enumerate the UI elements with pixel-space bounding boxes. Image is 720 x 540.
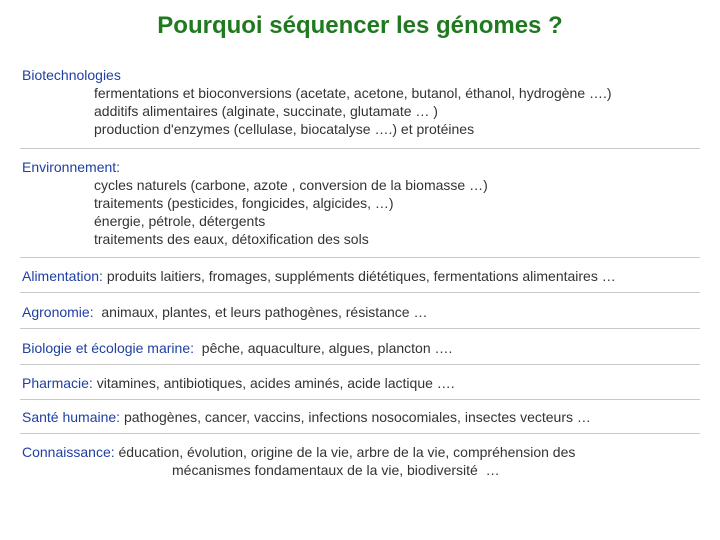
list-item: traitements (pesticides, fongicides, algicides, …)	[94, 195, 394, 211]
category-text: animaux, plantes, et leurs pathogènes, résistance …	[93, 304, 428, 320]
section-sante-humaine	[22, 408, 591, 426]
list-item: production d'enzymes (cellulase, biocatalyse ….) et protéines	[94, 121, 475, 137]
list-item: additifs alimentaires (alginate, succinate, glutamate … )	[94, 103, 438, 119]
category-text: vitamines, antibiotiques, acides aminés, acide lactique ….	[92, 375, 455, 391]
category-text: pathogènes, cancer, vaccins, infections nosocomiales, insectes vecteurs …	[120, 409, 591, 425]
list-item: fermentations et bioconversions (acetate, acetone, butanol, éthanol, hydrogène ….)	[94, 85, 612, 101]
page-title: Pourquoi séquencer les génomes ?	[157, 12, 563, 39]
divider	[20, 399, 700, 400]
category-label: Pharmacie:	[22, 375, 93, 391]
section-agronomie	[22, 303, 427, 321]
category-label: Santé humaine:	[22, 409, 121, 425]
category-label: Agronomie:	[22, 304, 94, 320]
section-alimentation	[22, 267, 616, 285]
category-label: Biologie et écologie marine:	[22, 340, 194, 356]
divider	[20, 148, 700, 149]
category-text-continuation: mécanismes fondamentaux de la vie, biodiversité …	[172, 462, 500, 478]
divider	[20, 433, 700, 434]
section-pharmacie	[22, 374, 455, 392]
section-biotechnologies	[22, 66, 612, 138]
category-label: Biotechnologies	[22, 67, 121, 83]
category-text: éducation, évolution, origine de la vie, arbre de la vie, compréhension des	[114, 444, 576, 460]
divider	[20, 292, 700, 293]
category-text: pêche, aquaculture, algues, plancton ….	[194, 340, 453, 356]
category-text: produits laitiers, fromages, suppléments diététiques, fermentations alimentaires …	[102, 268, 616, 284]
section-environnement	[22, 158, 488, 248]
category-label: Environnement:	[22, 159, 121, 175]
category-label: Connaissance:	[22, 444, 115, 460]
list-item: énergie, pétrole, détergents	[94, 213, 266, 229]
list-item: cycles naturels (carbone, azote , conversion de la biomasse …)	[94, 177, 488, 193]
list-item: traitements des eaux, détoxification des sols	[94, 231, 369, 247]
divider	[20, 257, 700, 258]
divider	[20, 328, 700, 329]
section-biologie-marine	[22, 339, 452, 357]
category-label: Alimentation:	[22, 268, 103, 284]
divider	[20, 364, 700, 365]
section-connaissance	[22, 443, 575, 479]
